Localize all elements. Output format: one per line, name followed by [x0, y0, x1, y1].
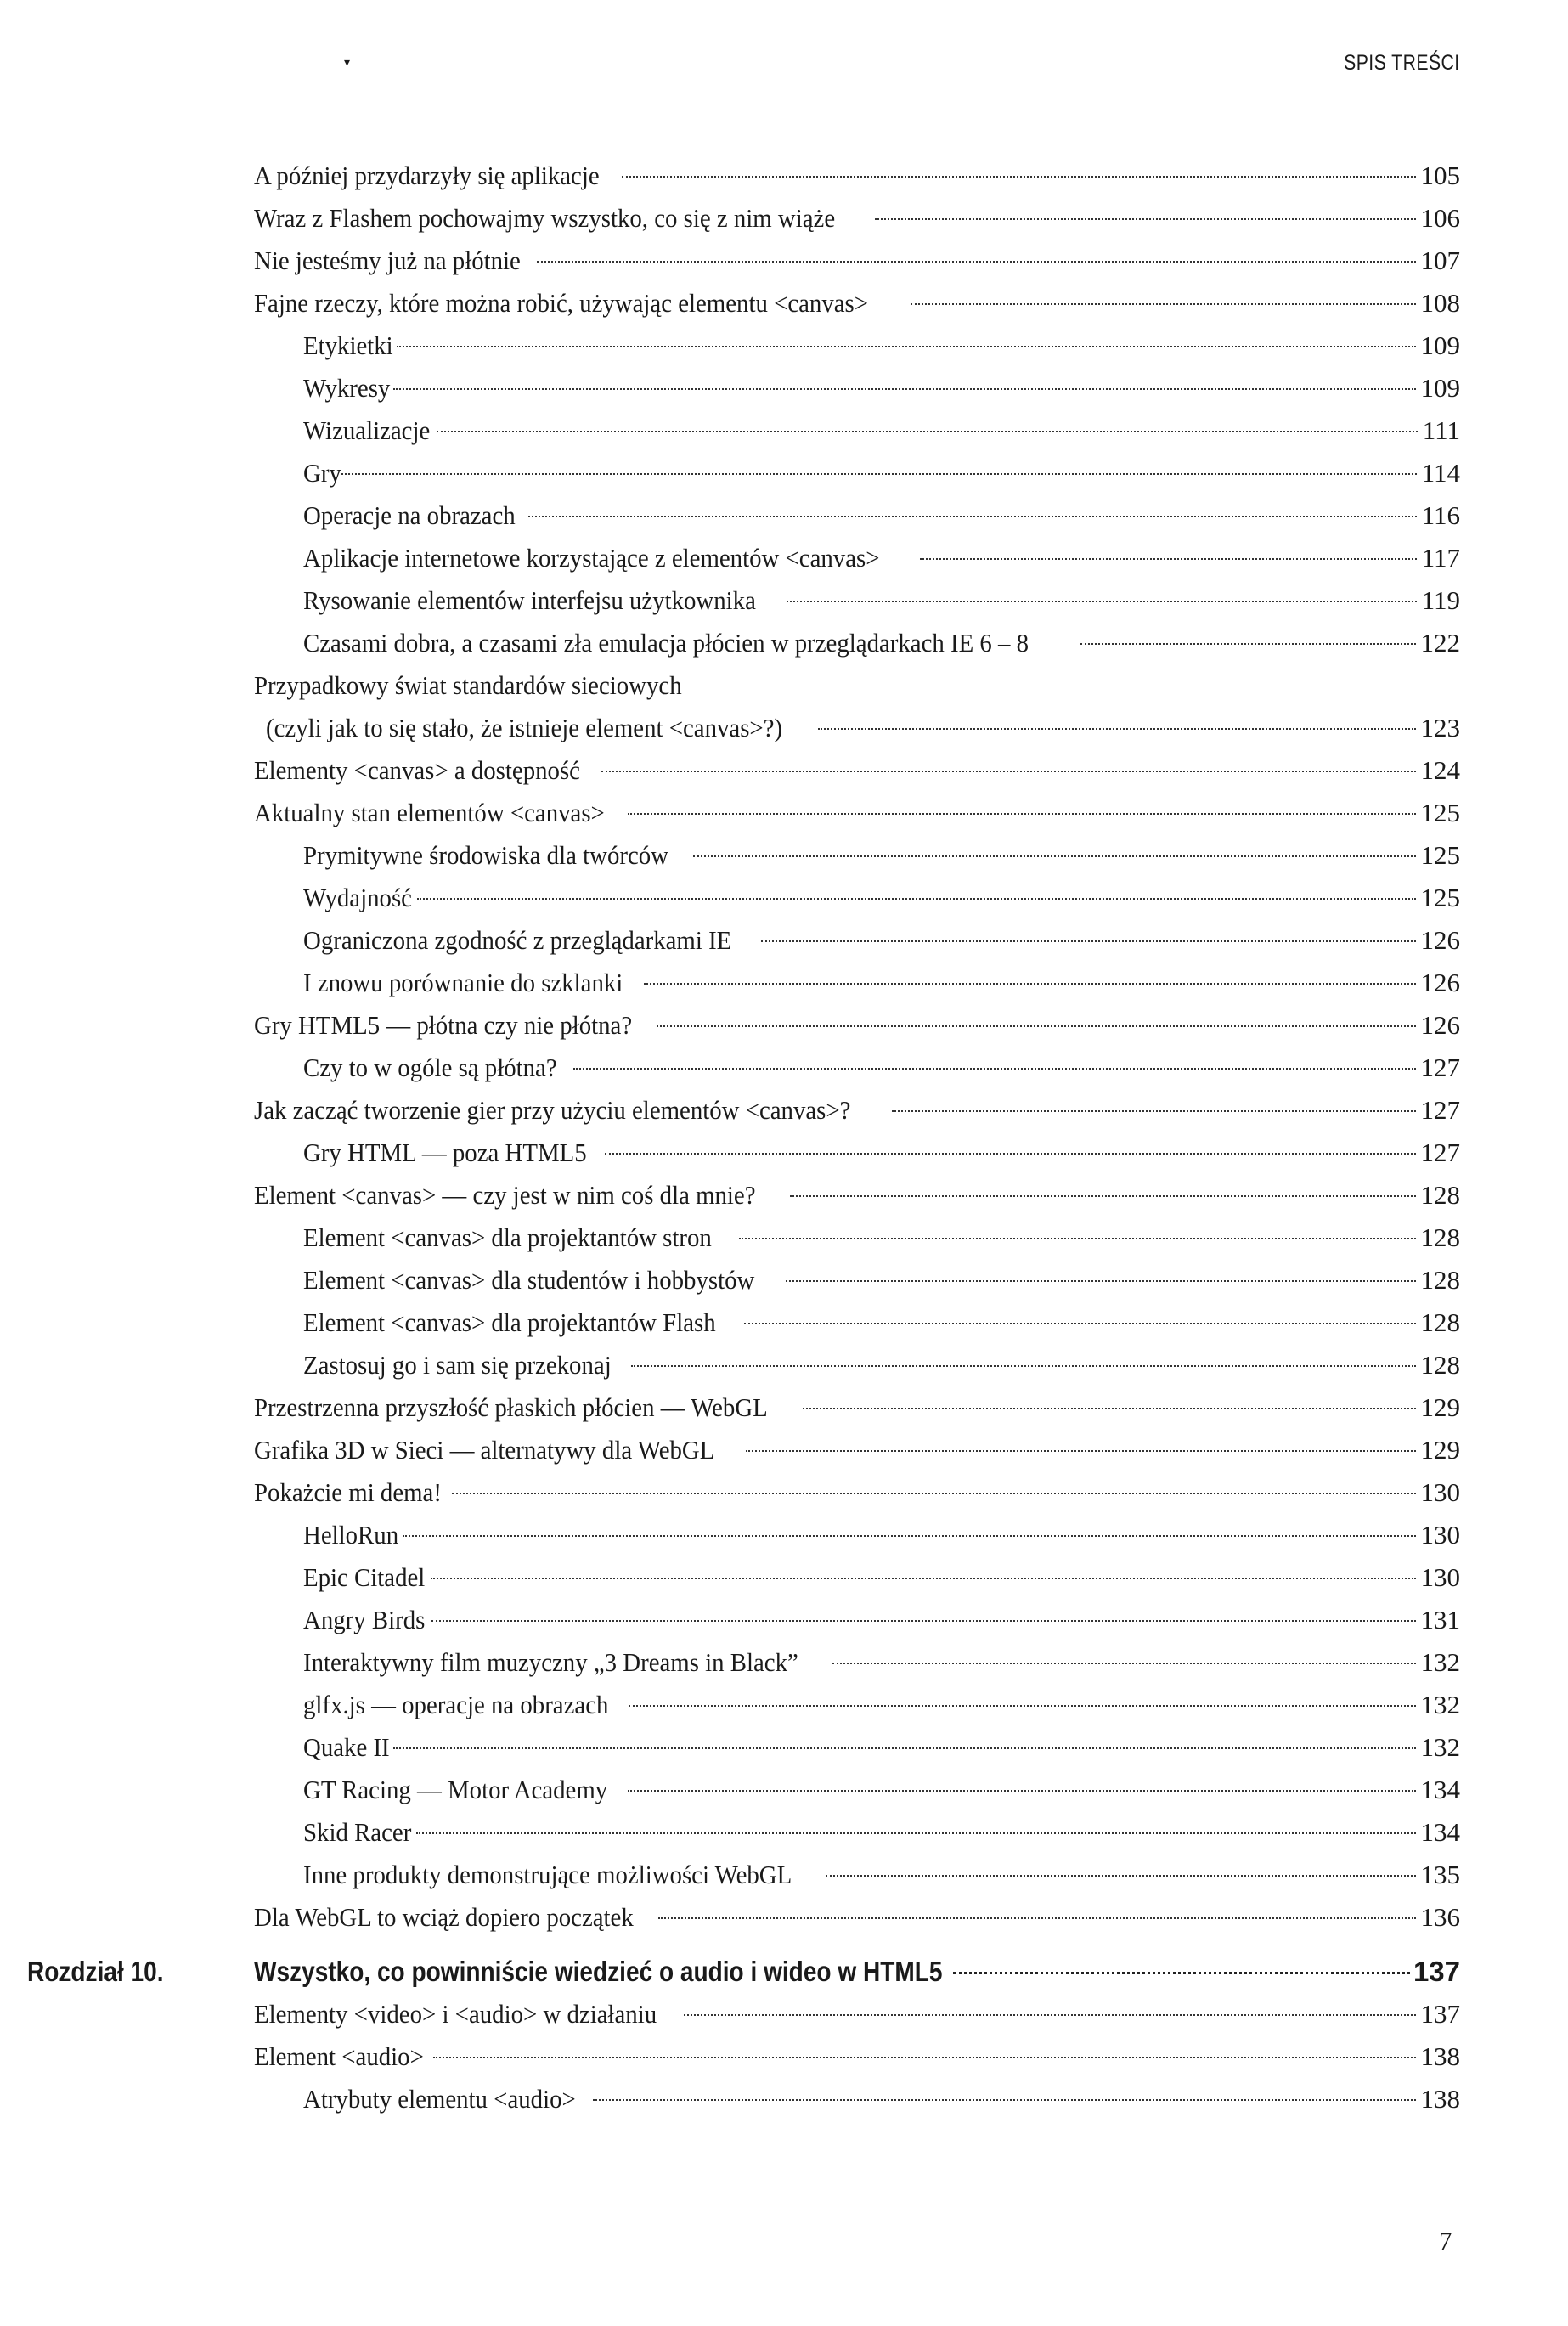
dot-leader: [437, 431, 1418, 432]
entry-page: 111: [1422, 415, 1460, 445]
toc-entry[interactable]: [254, 1259, 1460, 1301]
dot-leader: [875, 218, 1415, 220]
entry-title: Wraz z Flashem pochowajmy wszystko, co się z nim wiąże: [254, 203, 836, 233]
toc-entry[interactable]: [254, 877, 1460, 919]
toc-entry[interactable]: [254, 409, 1460, 452]
entry-title: Interaktywny film muzyczny „3 Dreams in Black”: [303, 1647, 798, 1677]
entry-title: Element <canvas> — czy jest w nim coś dla mnie?: [254, 1180, 756, 1210]
entry-page: 126: [1420, 968, 1460, 997]
dot-leader: [953, 1972, 1409, 1974]
toc-entry[interactable]: [254, 2035, 1460, 2078]
entry-title: (czyli jak to się stało, że istnieje element <canvas>?): [266, 713, 783, 742]
dot-leader: [433, 2057, 1416, 2058]
chapter-page: 137: [1413, 1956, 1460, 1987]
toc-entry[interactable]: [254, 622, 1460, 664]
entry-page: 119: [1421, 585, 1460, 615]
toc-entry[interactable]: [254, 1174, 1460, 1217]
entry-page: 134: [1420, 1775, 1460, 1804]
toc-entry[interactable]: [254, 1854, 1460, 1896]
entry-title: Przypadkowy świat standardów sieciowych: [254, 670, 682, 700]
entry-title: Wykresy: [303, 373, 391, 403]
entry-title: Elementy <canvas> a dostępność: [254, 755, 580, 785]
toc-entry[interactable]: [254, 197, 1460, 240]
entry-page: 106: [1420, 203, 1460, 233]
entry-page: 130: [1420, 1520, 1460, 1550]
toc-entry[interactable]: [254, 1047, 1460, 1089]
dot-leader: [787, 601, 1416, 602]
dot-leader: [628, 813, 1416, 815]
entry-title: Nie jesteśmy już na płótnie: [254, 246, 521, 275]
entry-page: 128: [1420, 1180, 1460, 1210]
dot-leader: [416, 1832, 1415, 1834]
entry-page: 137: [1420, 1999, 1460, 2029]
toc-entry[interactable]: [254, 579, 1460, 622]
toc-entry[interactable]: [254, 792, 1460, 834]
toc-entry[interactable]: [254, 452, 1460, 494]
entry-title: Pokażcie mi dema!: [254, 1477, 442, 1507]
dot-leader: [452, 1493, 1415, 1494]
toc-entry[interactable]: [254, 1811, 1460, 1854]
toc-entry[interactable]: [254, 325, 1460, 367]
dot-leader: [911, 303, 1415, 305]
dot-leader: [658, 1917, 1415, 1919]
entry-title: Dla WebGL to wciąż dopiero początek: [254, 1902, 634, 1932]
entry-title: Elementy <video> i <audio> w działaniu: [254, 1999, 657, 2029]
toc-entry[interactable]: [254, 1217, 1460, 1259]
toc-entry[interactable]: [254, 494, 1460, 537]
entry-title: Prymitywne środowiska dla twórców: [303, 840, 668, 870]
chapter-heading[interactable]: [27, 1951, 1460, 1993]
dot-leader: [605, 1153, 1415, 1155]
dot-leader: [629, 1705, 1416, 1707]
toc-entry[interactable]: [254, 1896, 1460, 1939]
entry-title: Czy to w ogóle są płótna?: [303, 1053, 557, 1082]
toc-entry[interactable]: [254, 1004, 1460, 1047]
entry-page: 135: [1420, 1860, 1460, 1889]
dot-leader: [631, 1365, 1415, 1367]
entry-title: Inne produkty demonstrujące możliwości WebGL: [303, 1860, 792, 1889]
entry-page: 127: [1420, 1138, 1460, 1167]
entry-page: 116: [1421, 500, 1460, 530]
entry-page: 122: [1420, 628, 1460, 658]
entry-page: 127: [1420, 1053, 1460, 1082]
entry-title: Jak zacząć tworzenie gier przy użyciu elementów <canvas>?: [254, 1095, 851, 1125]
entry-title: Epic Citadel: [303, 1562, 426, 1592]
toc-entry[interactable]: [254, 1599, 1460, 1641]
toc-entry[interactable]: [254, 1089, 1460, 1132]
dot-leader: [573, 1068, 1416, 1070]
entry-title: Aplikacje internetowe korzystające z elementów <canvas>: [303, 543, 880, 573]
entry-page: 132: [1420, 1690, 1460, 1719]
toc-section-list: [254, 155, 1460, 1939]
entry-title: GT Racing — Motor Academy: [303, 1775, 608, 1804]
table-of-contents: [27, 155, 1460, 2120]
toc-entry[interactable]: [254, 1386, 1460, 1429]
entry-page: 138: [1420, 2084, 1460, 2114]
dot-leader: [786, 1280, 1416, 1282]
dot-leader: [393, 388, 1415, 390]
entry-title: Grafika 3D w Sieci — alternatywy dla WebGL: [254, 1435, 715, 1465]
toc-entry[interactable]: [254, 537, 1460, 579]
toc-entry[interactable]: [254, 1556, 1460, 1599]
toc-entry[interactable]: [254, 282, 1460, 325]
entry-title: Gry HTML — poza HTML5: [303, 1138, 587, 1167]
toc-entry[interactable]: [254, 1132, 1460, 1174]
running-header: SPIS TREŚCI: [1344, 51, 1460, 75]
entry-page: 132: [1420, 1732, 1460, 1762]
entry-title: Wydajność: [303, 883, 412, 912]
toc-entry[interactable]: [254, 1514, 1460, 1556]
toc-entry[interactable]: [254, 962, 1460, 1004]
entry-page: 130: [1420, 1562, 1460, 1592]
toc-entry[interactable]: [254, 1769, 1460, 1811]
entry-title: Etykietki: [303, 330, 393, 360]
entry-title: I znowu porównanie do szklanki: [303, 968, 623, 997]
toc-entry[interactable]: [254, 155, 1460, 197]
entry-page: 126: [1420, 925, 1460, 955]
entry-title: Gry: [303, 458, 341, 488]
dot-leader: [341, 473, 1417, 475]
entry-title: Angry Birds: [303, 1605, 426, 1634]
entry-page: 123: [1420, 713, 1460, 742]
toc-entry[interactable]: [254, 240, 1460, 282]
dot-leader: [403, 1535, 1416, 1537]
dot-leader: [657, 1025, 1415, 1027]
entry-title: Przestrzenna przyszłość płaskich płócien — WebGL: [254, 1392, 768, 1422]
dot-leader: [397, 346, 1415, 347]
entry-title: Gry HTML5 — płótna czy nie płótna?: [254, 1010, 633, 1040]
entry-title: Ograniczona zgodność z przeglądarkami IE: [303, 925, 732, 955]
entry-title: A później przydarzyły się aplikacje: [254, 161, 600, 190]
entry-page: 108: [1420, 288, 1460, 318]
dot-leader: [818, 728, 1416, 730]
toc-entry[interactable]: [254, 1993, 1460, 2035]
scan-mark: ▾: [344, 57, 351, 70]
entry-title: Element <canvas> dla projektantów Flash: [303, 1307, 716, 1337]
entry-page: 109: [1420, 330, 1460, 360]
entry-page: 128: [1420, 1222, 1460, 1252]
dot-leader: [431, 1620, 1416, 1622]
entry-page: 129: [1420, 1392, 1460, 1422]
dot-leader: [1080, 643, 1416, 645]
toc-entry[interactable]: [254, 1429, 1460, 1471]
entry-page: 128: [1420, 1307, 1460, 1337]
dot-leader: [739, 1238, 1415, 1239]
entry-page: 127: [1420, 1095, 1460, 1125]
entry-title: glfx.js — operacje na obrazach: [303, 1690, 609, 1719]
entry-page: 130: [1420, 1477, 1460, 1507]
entry-page: 117: [1421, 543, 1460, 573]
toc-entry[interactable]: [254, 1684, 1460, 1726]
entry-page: 134: [1420, 1817, 1460, 1847]
dot-leader: [761, 940, 1416, 942]
dot-leader: [892, 1110, 1415, 1112]
dot-leader: [628, 1790, 1416, 1792]
entry-page: 131: [1420, 1605, 1460, 1634]
toc-entry[interactable]: [254, 664, 1460, 707]
entry-title: Element <audio>: [254, 2041, 424, 2071]
entry-title: Rysowanie elementów interfejsu użytkownika: [303, 585, 756, 615]
dot-leader: [644, 983, 1415, 985]
dot-leader: [746, 1450, 1416, 1452]
entry-title: Fajne rzeczy, które można robić, używając elementu <canvas>: [254, 288, 869, 318]
dot-leader: [431, 1578, 1415, 1579]
entry-page: 124: [1420, 755, 1460, 785]
entry-title: Skid Racer: [303, 1817, 412, 1847]
toc-entry[interactable]: [254, 367, 1460, 409]
toc-entry[interactable]: [254, 1641, 1460, 1684]
entry-title: Atrybuty elementu <audio>: [303, 2084, 576, 2114]
dot-leader: [528, 516, 1417, 517]
chapter-label: Rozdział 10.: [27, 1956, 164, 1987]
entry-title: Zastosuj go i sam się przekonaj: [303, 1350, 612, 1380]
dot-leader: [417, 898, 1416, 900]
dot-leader: [684, 2014, 1416, 2016]
dot-leader: [537, 261, 1415, 263]
entry-title: Czasami dobra, a czasami zła emulacja płócien w przeglądarkach IE 6 – 8: [303, 628, 1029, 658]
page-number: 7: [1439, 2226, 1452, 2255]
toc-entry[interactable]: [254, 1301, 1460, 1344]
toc-entry[interactable]: [254, 1344, 1460, 1386]
entry-title: Element <canvas> dla studentów i hobbystów: [303, 1265, 755, 1295]
entry-page: 114: [1421, 458, 1460, 488]
entry-page: 128: [1420, 1265, 1460, 1295]
entry-page: 105: [1420, 161, 1460, 190]
toc-entry[interactable]: [254, 834, 1460, 877]
entry-title: Operacje na obrazach: [303, 500, 516, 530]
dot-leader: [393, 1747, 1416, 1749]
entry-page: 136: [1420, 1902, 1460, 1932]
dot-leader: [790, 1195, 1416, 1197]
dot-leader: [803, 1408, 1415, 1409]
toc-chapter-list: [254, 1993, 1460, 2120]
dot-leader: [826, 1875, 1416, 1877]
dot-leader: [622, 176, 1415, 178]
toc-entry[interactable]: [254, 1726, 1460, 1769]
toc-entry[interactable]: [254, 749, 1460, 792]
dot-leader: [920, 558, 1417, 560]
entry-page: 109: [1420, 373, 1460, 403]
toc-entry[interactable]: [254, 707, 1460, 749]
dot-leader: [832, 1663, 1415, 1664]
toc-entry[interactable]: [254, 2078, 1460, 2120]
dot-leader: [593, 2099, 1415, 2101]
entry-title: Quake II: [303, 1732, 390, 1762]
entry-title: Element <canvas> dla projektantów stron: [303, 1222, 712, 1252]
dot-leader: [693, 855, 1416, 857]
entry-title: Aktualny stan elementów <canvas>: [254, 798, 605, 827]
toc-entry[interactable]: [254, 1471, 1460, 1514]
entry-page: 128: [1420, 1350, 1460, 1380]
toc-entry[interactable]: [254, 919, 1460, 962]
entry-page: 125: [1420, 840, 1460, 870]
dot-leader: [744, 1323, 1416, 1324]
entry-page: 125: [1420, 883, 1460, 912]
entry-page: 129: [1420, 1435, 1460, 1465]
entry-title: HelloRun: [303, 1520, 399, 1550]
entry-page: 107: [1420, 246, 1460, 275]
dot-leader: [601, 771, 1416, 772]
entry-page: 126: [1420, 1010, 1460, 1040]
chapter-title: Wszystko, co powinniście wiedzieć o audio i wideo w HTML5: [254, 1956, 943, 1987]
entry-page: 138: [1420, 2041, 1460, 2071]
entry-page: 132: [1420, 1647, 1460, 1677]
entry-page: 125: [1420, 798, 1460, 827]
entry-title: Wizualizacje: [303, 415, 431, 445]
